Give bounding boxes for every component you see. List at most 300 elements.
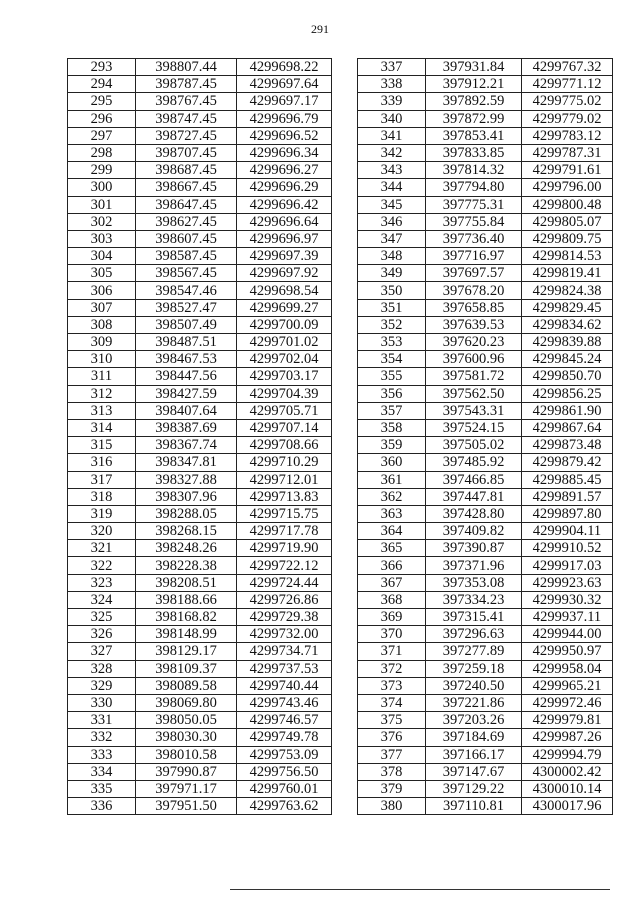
y-coordinate-cell: 4299697.17 bbox=[237, 93, 332, 110]
y-coordinate-cell: 4300017.96 bbox=[522, 798, 613, 815]
y-coordinate-cell: 4299763.62 bbox=[237, 798, 332, 815]
table-row bbox=[68, 402, 332, 419]
point-number-cell: 365 bbox=[358, 540, 426, 557]
page-number: 291 bbox=[311, 22, 329, 36]
point-number-cell: 297 bbox=[68, 127, 136, 144]
x-coordinate-cell: 398208.51 bbox=[136, 574, 237, 591]
x-coordinate-cell: 397409.82 bbox=[426, 523, 522, 540]
table-row bbox=[68, 574, 332, 591]
point-number-cell: 339 bbox=[358, 93, 426, 110]
point-number-cell: 338 bbox=[358, 76, 426, 93]
table-row bbox=[358, 316, 613, 333]
x-coordinate-cell: 398727.45 bbox=[136, 127, 237, 144]
table-row bbox=[68, 213, 332, 230]
y-coordinate-cell: 4299696.79 bbox=[237, 110, 332, 127]
table-row bbox=[68, 437, 332, 454]
point-number-cell: 355 bbox=[358, 368, 426, 385]
table-row bbox=[68, 677, 332, 694]
point-number-cell: 300 bbox=[68, 179, 136, 196]
table-row bbox=[68, 694, 332, 711]
table-row bbox=[68, 660, 332, 677]
x-coordinate-cell: 398089.58 bbox=[136, 677, 237, 694]
x-coordinate-cell: 398050.05 bbox=[136, 712, 237, 729]
y-coordinate-cell: 4299775.02 bbox=[522, 93, 613, 110]
point-number-cell: 367 bbox=[358, 574, 426, 591]
y-coordinate-cell: 4299697.64 bbox=[237, 76, 332, 93]
x-coordinate-cell: 398627.45 bbox=[136, 213, 237, 230]
table-row bbox=[358, 729, 613, 746]
table-row bbox=[358, 385, 613, 402]
table-row bbox=[68, 316, 332, 333]
table-row bbox=[68, 763, 332, 780]
table-row bbox=[68, 76, 332, 93]
point-number-cell: 333 bbox=[68, 746, 136, 763]
y-coordinate-cell: 4300010.14 bbox=[522, 780, 613, 797]
x-coordinate-cell: 397277.89 bbox=[426, 643, 522, 660]
point-number-cell: 374 bbox=[358, 694, 426, 711]
y-coordinate-cell: 4299698.22 bbox=[237, 59, 332, 76]
y-coordinate-cell: 4299696.29 bbox=[237, 179, 332, 196]
x-coordinate-cell: 397951.50 bbox=[136, 798, 237, 815]
y-coordinate-cell: 4299700.09 bbox=[237, 316, 332, 333]
table-row bbox=[358, 557, 613, 574]
y-coordinate-cell: 4299708.66 bbox=[237, 437, 332, 454]
table-row bbox=[68, 523, 332, 540]
table-row bbox=[358, 643, 613, 660]
table-row bbox=[68, 505, 332, 522]
y-coordinate-cell: 4299698.54 bbox=[237, 282, 332, 299]
y-coordinate-cell: 4299737.53 bbox=[237, 660, 332, 677]
point-number-cell: 361 bbox=[358, 471, 426, 488]
y-coordinate-cell: 4299724.44 bbox=[237, 574, 332, 591]
x-coordinate-cell: 397203.26 bbox=[426, 712, 522, 729]
x-coordinate-cell: 398367.74 bbox=[136, 437, 237, 454]
table-row bbox=[68, 643, 332, 660]
x-coordinate-cell: 397505.02 bbox=[426, 437, 522, 454]
point-number-cell: 331 bbox=[68, 712, 136, 729]
x-coordinate-cell: 397639.53 bbox=[426, 316, 522, 333]
table-row bbox=[358, 162, 613, 179]
y-coordinate-cell: 4299779.02 bbox=[522, 110, 613, 127]
y-coordinate-cell: 4299734.71 bbox=[237, 643, 332, 660]
point-number-cell: 308 bbox=[68, 316, 136, 333]
x-coordinate-cell: 398427.59 bbox=[136, 385, 237, 402]
y-coordinate-cell: 4299829.45 bbox=[522, 299, 613, 316]
table-row bbox=[358, 110, 613, 127]
point-number-cell: 296 bbox=[68, 110, 136, 127]
x-coordinate-cell: 398407.64 bbox=[136, 402, 237, 419]
y-coordinate-cell: 4299845.24 bbox=[522, 351, 613, 368]
x-coordinate-cell: 397296.63 bbox=[426, 626, 522, 643]
point-number-cell: 371 bbox=[358, 643, 426, 660]
point-number-cell: 337 bbox=[358, 59, 426, 76]
x-coordinate-cell: 398547.46 bbox=[136, 282, 237, 299]
x-coordinate-cell: 397833.85 bbox=[426, 144, 522, 161]
y-coordinate-cell: 4299705.71 bbox=[237, 402, 332, 419]
point-number-cell: 319 bbox=[68, 505, 136, 522]
y-coordinate-cell: 4299696.34 bbox=[237, 144, 332, 161]
y-coordinate-cell: 4299923.63 bbox=[522, 574, 613, 591]
y-coordinate-cell: 4299696.42 bbox=[237, 196, 332, 213]
x-coordinate-cell: 398168.82 bbox=[136, 609, 237, 626]
table-row bbox=[68, 626, 332, 643]
table-row bbox=[68, 609, 332, 626]
x-coordinate-cell: 397259.18 bbox=[426, 660, 522, 677]
y-coordinate-cell: 4299753.09 bbox=[237, 746, 332, 763]
table-row bbox=[68, 488, 332, 505]
y-coordinate-cell: 4299796.00 bbox=[522, 179, 613, 196]
point-number-cell: 321 bbox=[68, 540, 136, 557]
y-coordinate-cell: 4299809.75 bbox=[522, 230, 613, 247]
table-row bbox=[68, 419, 332, 436]
y-coordinate-cell: 4299732.00 bbox=[237, 626, 332, 643]
x-coordinate-cell: 398148.99 bbox=[136, 626, 237, 643]
x-coordinate-cell: 398327.88 bbox=[136, 471, 237, 488]
point-number-cell: 372 bbox=[358, 660, 426, 677]
table-row bbox=[358, 402, 613, 419]
point-number-cell: 305 bbox=[68, 265, 136, 282]
x-coordinate-cell: 398030.30 bbox=[136, 729, 237, 746]
x-coordinate-cell: 397524.15 bbox=[426, 419, 522, 436]
point-number-cell: 325 bbox=[68, 609, 136, 626]
x-coordinate-cell: 397390.87 bbox=[426, 540, 522, 557]
x-coordinate-cell: 398347.81 bbox=[136, 454, 237, 471]
point-number-cell: 323 bbox=[68, 574, 136, 591]
point-number-cell: 326 bbox=[68, 626, 136, 643]
y-coordinate-cell: 4299696.64 bbox=[237, 213, 332, 230]
y-coordinate-cell: 4299749.78 bbox=[237, 729, 332, 746]
y-coordinate-cell: 4299937.11 bbox=[522, 609, 613, 626]
point-number-cell: 322 bbox=[68, 557, 136, 574]
y-coordinate-cell: 4299879.42 bbox=[522, 454, 613, 471]
x-coordinate-cell: 398767.45 bbox=[136, 93, 237, 110]
y-coordinate-cell: 4299819.41 bbox=[522, 265, 613, 282]
table-row bbox=[68, 351, 332, 368]
table-row bbox=[68, 162, 332, 179]
table-row bbox=[68, 471, 332, 488]
y-coordinate-cell: 4300002.42 bbox=[522, 763, 613, 780]
x-coordinate-cell: 398487.51 bbox=[136, 334, 237, 351]
table-row bbox=[68, 746, 332, 763]
y-coordinate-cell: 4299987.26 bbox=[522, 729, 613, 746]
y-coordinate-cell: 4299783.12 bbox=[522, 127, 613, 144]
point-number-cell: 377 bbox=[358, 746, 426, 763]
table-row bbox=[358, 488, 613, 505]
point-number-cell: 330 bbox=[68, 694, 136, 711]
point-number-cell: 366 bbox=[358, 557, 426, 574]
x-coordinate-cell: 397485.92 bbox=[426, 454, 522, 471]
table-row bbox=[358, 282, 613, 299]
point-number-cell: 328 bbox=[68, 660, 136, 677]
x-coordinate-cell: 397166.17 bbox=[426, 746, 522, 763]
y-coordinate-cell: 4299697.92 bbox=[237, 265, 332, 282]
y-coordinate-cell: 4299950.97 bbox=[522, 643, 613, 660]
table-row bbox=[358, 660, 613, 677]
x-coordinate-cell: 397221.86 bbox=[426, 694, 522, 711]
x-coordinate-cell: 397716.97 bbox=[426, 248, 522, 265]
point-number-cell: 352 bbox=[358, 316, 426, 333]
y-coordinate-cell: 4299979.81 bbox=[522, 712, 613, 729]
y-coordinate-cell: 4299787.31 bbox=[522, 144, 613, 161]
x-coordinate-cell: 398647.45 bbox=[136, 196, 237, 213]
table-row bbox=[358, 505, 613, 522]
point-number-cell: 310 bbox=[68, 351, 136, 368]
x-coordinate-cell: 398787.45 bbox=[136, 76, 237, 93]
y-coordinate-cell: 4299696.27 bbox=[237, 162, 332, 179]
point-number-cell: 293 bbox=[68, 59, 136, 76]
point-number-cell: 324 bbox=[68, 591, 136, 608]
x-coordinate-cell: 398747.45 bbox=[136, 110, 237, 127]
y-coordinate-cell: 4299861.90 bbox=[522, 402, 613, 419]
x-coordinate-cell: 397755.84 bbox=[426, 213, 522, 230]
table-row bbox=[68, 93, 332, 110]
table-row bbox=[358, 798, 613, 815]
x-coordinate-cell: 397334.23 bbox=[426, 591, 522, 608]
point-number-cell: 360 bbox=[358, 454, 426, 471]
y-coordinate-cell: 4299746.57 bbox=[237, 712, 332, 729]
table-row bbox=[68, 265, 332, 282]
table-row bbox=[68, 248, 332, 265]
table-row bbox=[358, 59, 613, 76]
x-coordinate-cell: 398447.56 bbox=[136, 368, 237, 385]
point-number-cell: 302 bbox=[68, 213, 136, 230]
table-row bbox=[358, 626, 613, 643]
point-number-cell: 356 bbox=[358, 385, 426, 402]
y-coordinate-cell: 4299704.39 bbox=[237, 385, 332, 402]
x-coordinate-cell: 397931.84 bbox=[426, 59, 522, 76]
table-row bbox=[358, 540, 613, 557]
table-row bbox=[358, 712, 613, 729]
y-coordinate-cell: 4299697.39 bbox=[237, 248, 332, 265]
x-coordinate-cell: 398387.69 bbox=[136, 419, 237, 436]
point-number-cell: 318 bbox=[68, 488, 136, 505]
y-coordinate-cell: 4299897.80 bbox=[522, 505, 613, 522]
point-number-cell: 294 bbox=[68, 76, 136, 93]
table-row bbox=[358, 299, 613, 316]
point-number-cell: 299 bbox=[68, 162, 136, 179]
y-coordinate-cell: 4299814.53 bbox=[522, 248, 613, 265]
point-number-cell: 353 bbox=[358, 334, 426, 351]
x-coordinate-cell: 398248.26 bbox=[136, 540, 237, 557]
x-coordinate-cell: 397736.40 bbox=[426, 230, 522, 247]
x-coordinate-cell: 397447.81 bbox=[426, 488, 522, 505]
table-row bbox=[358, 368, 613, 385]
table-row bbox=[68, 110, 332, 127]
point-number-cell: 359 bbox=[358, 437, 426, 454]
x-coordinate-cell: 397658.85 bbox=[426, 299, 522, 316]
y-coordinate-cell: 4299710.29 bbox=[237, 454, 332, 471]
point-number-cell: 301 bbox=[68, 196, 136, 213]
point-number-cell: 314 bbox=[68, 419, 136, 436]
x-coordinate-cell: 397428.80 bbox=[426, 505, 522, 522]
y-coordinate-cell: 4299994.79 bbox=[522, 746, 613, 763]
table-row bbox=[68, 385, 332, 402]
point-number-cell: 306 bbox=[68, 282, 136, 299]
x-coordinate-cell: 397794.80 bbox=[426, 179, 522, 196]
x-coordinate-cell: 398567.45 bbox=[136, 265, 237, 282]
table-row bbox=[358, 763, 613, 780]
x-coordinate-cell: 397371.96 bbox=[426, 557, 522, 574]
y-coordinate-cell: 4299743.46 bbox=[237, 694, 332, 711]
y-coordinate-cell: 4299867.64 bbox=[522, 419, 613, 436]
table-row bbox=[358, 230, 613, 247]
y-coordinate-cell: 4299699.27 bbox=[237, 299, 332, 316]
x-coordinate-cell: 397853.41 bbox=[426, 127, 522, 144]
y-coordinate-cell: 4299850.70 bbox=[522, 368, 613, 385]
table-row bbox=[68, 299, 332, 316]
y-coordinate-cell: 4299703.17 bbox=[237, 368, 332, 385]
table-row bbox=[68, 729, 332, 746]
y-coordinate-cell: 4299760.01 bbox=[237, 780, 332, 797]
y-coordinate-cell: 4299891.57 bbox=[522, 488, 613, 505]
table-row bbox=[68, 127, 332, 144]
point-number-cell: 380 bbox=[358, 798, 426, 815]
table-row bbox=[358, 523, 613, 540]
table-row bbox=[358, 694, 613, 711]
y-coordinate-cell: 4299800.48 bbox=[522, 196, 613, 213]
point-number-cell: 369 bbox=[358, 609, 426, 626]
x-coordinate-cell: 397129.22 bbox=[426, 780, 522, 797]
table-row bbox=[358, 93, 613, 110]
point-number-cell: 340 bbox=[358, 110, 426, 127]
point-number-cell: 336 bbox=[68, 798, 136, 815]
x-coordinate-cell: 397147.67 bbox=[426, 763, 522, 780]
y-coordinate-cell: 4299702.04 bbox=[237, 351, 332, 368]
y-coordinate-cell: 4299707.14 bbox=[237, 419, 332, 436]
y-coordinate-cell: 4299715.75 bbox=[237, 505, 332, 522]
table-row bbox=[358, 76, 613, 93]
point-number-cell: 307 bbox=[68, 299, 136, 316]
point-number-cell: 373 bbox=[358, 677, 426, 694]
point-number-cell: 317 bbox=[68, 471, 136, 488]
point-number-cell: 295 bbox=[68, 93, 136, 110]
table-row bbox=[358, 419, 613, 436]
table-row bbox=[68, 557, 332, 574]
x-coordinate-cell: 398069.80 bbox=[136, 694, 237, 711]
table-row bbox=[68, 59, 332, 76]
table-row bbox=[358, 471, 613, 488]
y-coordinate-cell: 4299701.02 bbox=[237, 334, 332, 351]
table-row bbox=[68, 591, 332, 608]
x-coordinate-cell: 398228.38 bbox=[136, 557, 237, 574]
x-coordinate-cell: 398587.45 bbox=[136, 248, 237, 265]
y-coordinate-cell: 4299712.01 bbox=[237, 471, 332, 488]
point-number-cell: 362 bbox=[358, 488, 426, 505]
point-number-cell: 316 bbox=[68, 454, 136, 471]
point-number-cell: 354 bbox=[358, 351, 426, 368]
y-coordinate-cell: 4299904.11 bbox=[522, 523, 613, 540]
table-row bbox=[358, 437, 613, 454]
y-coordinate-cell: 4299722.12 bbox=[237, 557, 332, 574]
y-coordinate-cell: 4299885.45 bbox=[522, 471, 613, 488]
x-coordinate-cell: 397184.69 bbox=[426, 729, 522, 746]
table-row bbox=[358, 574, 613, 591]
point-number-cell: 368 bbox=[358, 591, 426, 608]
y-coordinate-cell: 4299756.50 bbox=[237, 763, 332, 780]
point-number-cell: 370 bbox=[358, 626, 426, 643]
coordinates-table-right bbox=[357, 58, 613, 815]
table-row bbox=[68, 780, 332, 797]
y-coordinate-cell: 4299910.52 bbox=[522, 540, 613, 557]
y-coordinate-cell: 4299729.38 bbox=[237, 609, 332, 626]
x-coordinate-cell: 397240.50 bbox=[426, 677, 522, 694]
table-row bbox=[358, 127, 613, 144]
point-number-cell: 378 bbox=[358, 763, 426, 780]
table-row bbox=[358, 351, 613, 368]
x-coordinate-cell: 398607.45 bbox=[136, 230, 237, 247]
table-row bbox=[68, 282, 332, 299]
table-row bbox=[358, 248, 613, 265]
table-row bbox=[358, 265, 613, 282]
x-coordinate-cell: 398288.05 bbox=[136, 505, 237, 522]
point-number-cell: 351 bbox=[358, 299, 426, 316]
x-coordinate-cell: 398467.53 bbox=[136, 351, 237, 368]
x-coordinate-cell: 397581.72 bbox=[426, 368, 522, 385]
y-coordinate-cell: 4299719.90 bbox=[237, 540, 332, 557]
table-row bbox=[358, 591, 613, 608]
x-coordinate-cell: 398268.15 bbox=[136, 523, 237, 540]
y-coordinate-cell: 4299767.32 bbox=[522, 59, 613, 76]
y-coordinate-cell: 4299944.00 bbox=[522, 626, 613, 643]
table-row bbox=[68, 144, 332, 161]
table-row bbox=[358, 677, 613, 694]
point-number-cell: 347 bbox=[358, 230, 426, 247]
x-coordinate-cell: 398527.47 bbox=[136, 299, 237, 316]
point-number-cell: 350 bbox=[358, 282, 426, 299]
y-coordinate-cell: 4299805.07 bbox=[522, 213, 613, 230]
point-number-cell: 375 bbox=[358, 712, 426, 729]
x-coordinate-cell: 397600.96 bbox=[426, 351, 522, 368]
y-coordinate-cell: 4299771.12 bbox=[522, 76, 613, 93]
coordinates-table-left bbox=[67, 58, 332, 815]
table-row bbox=[68, 540, 332, 557]
x-coordinate-cell: 398707.45 bbox=[136, 144, 237, 161]
y-coordinate-cell: 4299696.52 bbox=[237, 127, 332, 144]
point-number-cell: 364 bbox=[358, 523, 426, 540]
point-number-cell: 345 bbox=[358, 196, 426, 213]
y-coordinate-cell: 4299856.25 bbox=[522, 385, 613, 402]
x-coordinate-cell: 398109.37 bbox=[136, 660, 237, 677]
x-coordinate-cell: 398687.45 bbox=[136, 162, 237, 179]
point-number-cell: 346 bbox=[358, 213, 426, 230]
table-row bbox=[68, 798, 332, 815]
table-row bbox=[358, 144, 613, 161]
y-coordinate-cell: 4299713.83 bbox=[237, 488, 332, 505]
table-row bbox=[68, 230, 332, 247]
point-number-cell: 334 bbox=[68, 763, 136, 780]
x-coordinate-cell: 397678.20 bbox=[426, 282, 522, 299]
point-number-cell: 344 bbox=[358, 179, 426, 196]
point-number-cell: 329 bbox=[68, 677, 136, 694]
point-number-cell: 304 bbox=[68, 248, 136, 265]
point-number-cell: 379 bbox=[358, 780, 426, 797]
x-coordinate-cell: 397775.31 bbox=[426, 196, 522, 213]
x-coordinate-cell: 397971.17 bbox=[136, 780, 237, 797]
y-coordinate-cell: 4299791.61 bbox=[522, 162, 613, 179]
point-number-cell: 313 bbox=[68, 402, 136, 419]
table-row bbox=[68, 454, 332, 471]
point-number-cell: 311 bbox=[68, 368, 136, 385]
point-number-cell: 358 bbox=[358, 419, 426, 436]
x-coordinate-cell: 397990.87 bbox=[136, 763, 237, 780]
y-coordinate-cell: 4299740.44 bbox=[237, 677, 332, 694]
x-coordinate-cell: 398307.96 bbox=[136, 488, 237, 505]
x-coordinate-cell: 397562.50 bbox=[426, 385, 522, 402]
point-number-cell: 312 bbox=[68, 385, 136, 402]
y-coordinate-cell: 4299958.04 bbox=[522, 660, 613, 677]
point-number-cell: 315 bbox=[68, 437, 136, 454]
y-coordinate-cell: 4299839.88 bbox=[522, 334, 613, 351]
